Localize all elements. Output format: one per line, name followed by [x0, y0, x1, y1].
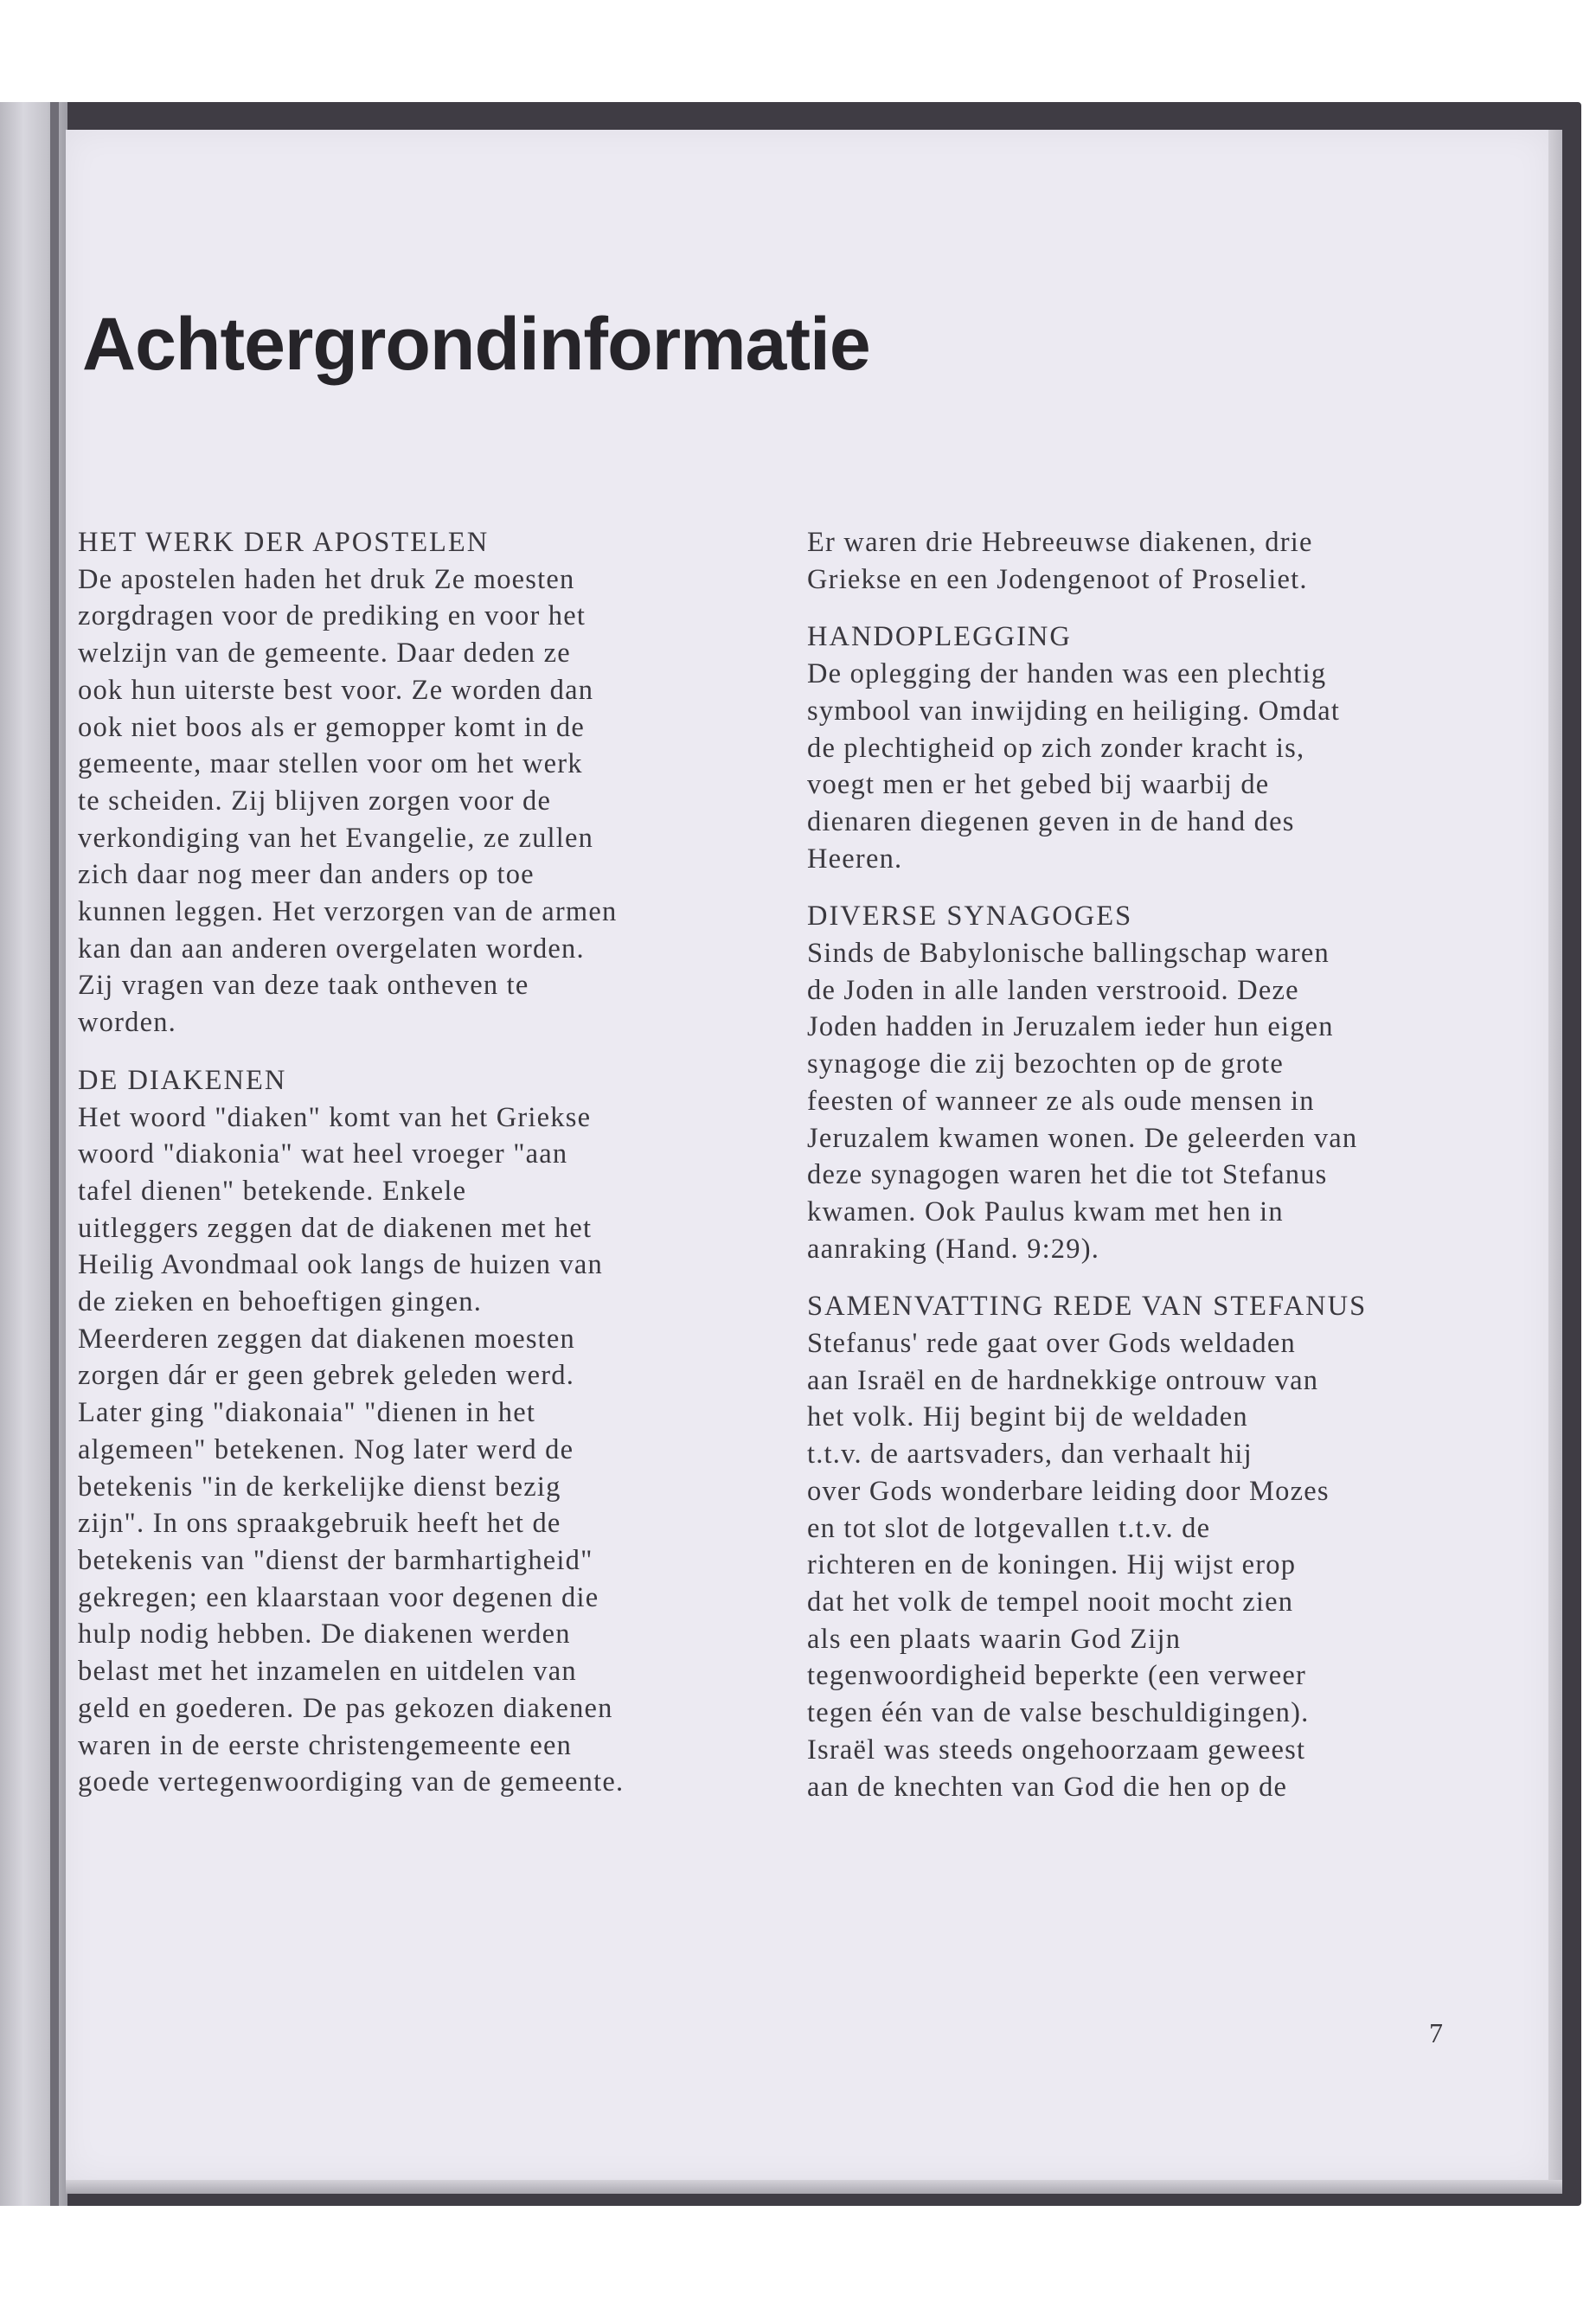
- section-heading-handoplegging: HANDOPLEGGING: [807, 621, 1072, 653]
- paragraph-diverse-synagoges: Sinds de Babylonische ballingschap waren de Joden in alle landen verstrooid. Deze Joden hadden in Jeruzalem ieder hun eigen synagoge die zij bezochten op de grote feesten of wanneer ze als oude mensen in Jeruzalem kwamen wonen. De geleerden van deze synagogen waren het die tot Stefanus kwamen. Ook Paulus kwam met hen in aanraking (Hand. 9:29).: [807, 938, 1358, 1265]
- paragraph-intro: Er waren drie Hebreeuwse diakenen, drie Griekse en een Jodengenoot of Proseliet.: [807, 527, 1313, 595]
- page-edge-right: [1548, 130, 1562, 2180]
- section-heading-diverse-synagoges: DIVERSE SYNAGOGES: [807, 901, 1133, 933]
- spine-strip: [50, 102, 59, 2206]
- page-edge-bottom: [66, 2180, 1562, 2194]
- section-heading-diakenen: DE DIAKENEN: [78, 1064, 287, 1096]
- paragraph-handoplegging: De oplegging der handen was een plechtig symbool van inwijding en heiliging. Omdat de plechtigheid op zich zonder kracht is, voegt men er het gebed bij waarbij de dienaren diegenen geven in de hand des Heeren.: [807, 658, 1341, 875]
- paragraph-samenvatting: Stefanus' rede gaat over Gods weldaden aan Israël en de hardnekkige ontrouw van het volk. Hij begint bij de weldaden t.t.v. de aartsvaders, dan verhaalt hij over Gods wonderbare leiding door Mozes en tot slot de lotgevallen t.t.v. de richteren en de koningen. Hij wijst erop dat het volk de tempel nooit mocht zien als een plaats waarin God Zijn tegenwoordigheid beperkte (een verweer tegen één van de valse beschuldigingen). Israël was steeds ongehoorzaam geweest aan de knechten van God die hen op de: [807, 1328, 1330, 1803]
- page-number: 7: [1429, 2017, 1443, 2048]
- right-column: [807, 524, 1534, 1805]
- book-spine: [0, 102, 67, 2206]
- left-column: [78, 524, 804, 1801]
- paragraph-diakenen-2: Meerderen zeggen dat diakenen moesten zorgen dár er geen gebrek geleden werd. Later ging "diakonaia" "dienen in het algemeen" betekenen. Nog later werd de betekenis "in de kerkelijke dienst bezig zijn". In ons spraakgebruik heeft het de betekenis van "dienst der barmhartigheid" gekregen; een klaarstaan voor degenen die hulp nodig hebben. De diakenen werden belast met het inzamelen en uitdelen van geld en goederen. De pas gekozen diakenen waren in de eerste christengemeente een goede vertegenwoordiging van de gemeente.: [78, 1323, 625, 1798]
- scan-background-bottom: [0, 2206, 1596, 2301]
- page-title: Achtergrondinformatie: [82, 303, 870, 386]
- scan-background-top: [0, 0, 1596, 102]
- section-heading-werk-der-apostelen: HET WERK DER APOSTELEN: [78, 527, 490, 558]
- paragraph-diakenen-1: Het woord "diaken" komt van het Griekse woord "diakonia" wat heel vroeger "aan tafel dienen" betekende. Enkele uitleggers zeggen dat de diakenen met het Heilig Avondmaal ook langs de huizen van de zieken en behoeftigen gingen.: [78, 1101, 603, 1318]
- section-heading-samenvatting: SAMENVATTING REDE VAN STEFANUS: [807, 1291, 1368, 1323]
- paragraph-werk-der-apostelen: De apostelen haden het druk Ze moesten zorgdragen voor de prediking en voor het welzijn van de gemeente. Daar deden ze ook hun uiterste best voor. Ze worden dan ook niet boos als er gemopper komt in de gemeente, maar stellen voor om het werk te scheiden. Zij blijven zorgen voor de verkondiging van het Evangelie, ze zullen zich daar nog meer dan anders op toe kunnen leggen. Het verzorgen van de armen kan dan aan anderen overgelaten worden. Zij vragen van deze taak ontheven te worden.: [78, 563, 618, 1039]
